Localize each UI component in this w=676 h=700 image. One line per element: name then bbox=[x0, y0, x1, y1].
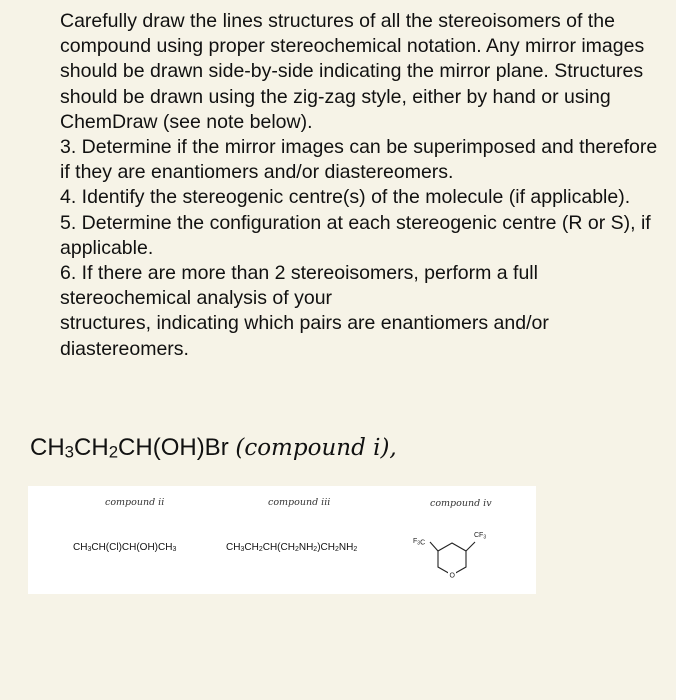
bond-left-substituent bbox=[430, 542, 438, 551]
instructions-text bbox=[60, 9, 660, 362]
cyclohexane-ring bbox=[438, 543, 466, 575]
right-group-label: $CF_3$ bbox=[474, 532, 487, 541]
compound-iv-structure bbox=[400, 510, 500, 580]
bond-right-substituent bbox=[466, 542, 475, 551]
instruction-intro: Carefully draw the lines structures of all the stereoisomers of the compound using proper stereochemical notation. Any mirror images should be drawn side-by-side indicating the mirror plane. Structures should be drawn using the zig-zag style, either by hand or using ChemDraw (see note below). bbox=[60, 10, 645, 133]
compound-iv-label: compound iv bbox=[430, 498, 492, 509]
compound-ii-label: compound ii bbox=[105, 497, 165, 508]
ring-oxygen-label: O bbox=[449, 572, 455, 580]
compound-i-formula: $CH_3CH_2CH(OH)Br$ bbox=[30, 434, 229, 462]
instruction-step-4: 4. Identify the stereogenic centre(s) of the molecule (if applicable). bbox=[60, 186, 631, 209]
compound-iii-label: compound iii bbox=[268, 497, 331, 508]
compound-i-heading bbox=[30, 434, 397, 462]
instruction-step-3: 3. Determine if the mirror images can be superimposed and therefore if they are enantiomers and/or diastereomers. bbox=[60, 136, 658, 184]
instruction-step-6: 6. If there are more than 2 stereoisomers, perform a full stereochemical analysis of your bbox=[60, 262, 538, 310]
instruction-step-5: 5. Determine the configuration at each stereogenic centre (R or S), if applicable. bbox=[60, 211, 651, 259]
compound-iii-formula: $CH_3CH_2CH(CH_2NH_2)CH_2NH_2$ bbox=[226, 542, 358, 554]
compound-i-note: (compound i), bbox=[235, 435, 397, 461]
instruction-step-6-cont: structures, indicating which pairs are enantiomers and/or diastereomers. bbox=[60, 312, 549, 360]
compounds-panel bbox=[28, 486, 536, 594]
compound-ii-formula: $CH_3CH(Cl)CH(OH)CH_3$ bbox=[73, 542, 177, 554]
left-group-label: $F_3C$ bbox=[413, 538, 426, 547]
